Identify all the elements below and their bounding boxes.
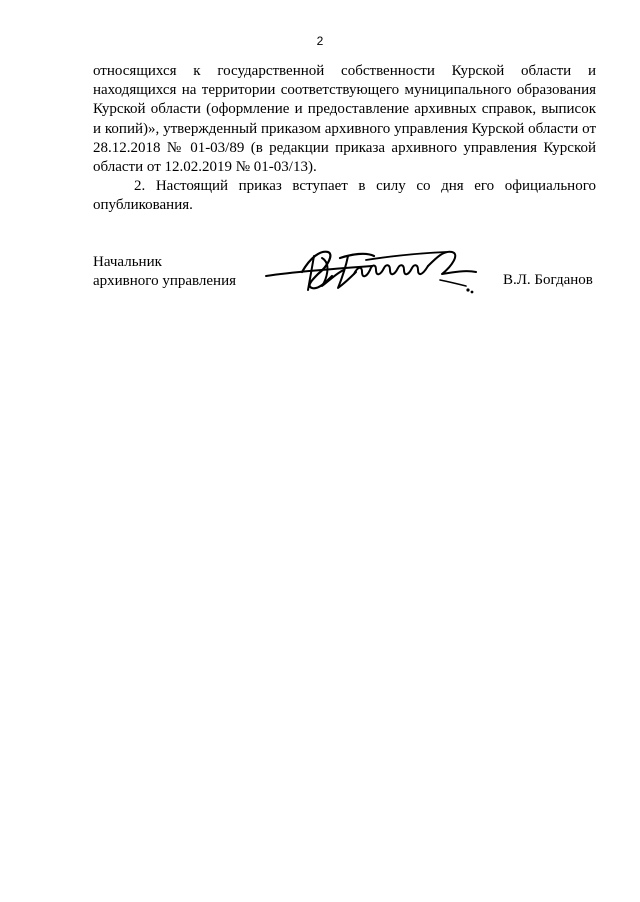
- document-body: [93, 62, 596, 216]
- signatory-name: В.Л. Богданов: [503, 272, 593, 288]
- signatory-position-line-2: архивного управления: [93, 273, 236, 290]
- paragraph-continuation: относящихся к государственной собственности Курской области и находящихся на территории соответствующего муниципального образования Курской области (оформление и предоставление архивных справок, выписок и копий)», утвержденный приказом архивного управления Курской области от 28.12.2018 № 01-03/89 (в редакции приказа архивного управления Курской области от 12.02.2019 № 01-03/13).: [93, 63, 596, 176]
- handwritten-signature-icon: [262, 236, 484, 306]
- signatory-position: [93, 253, 236, 291]
- signatory-position-line-1: Начальник: [93, 254, 162, 270]
- paragraph-item-2: 2. Настоящий приказ вступает в силу со дня его официального опубликования.: [93, 178, 596, 214]
- page-number: 2: [316, 34, 324, 48]
